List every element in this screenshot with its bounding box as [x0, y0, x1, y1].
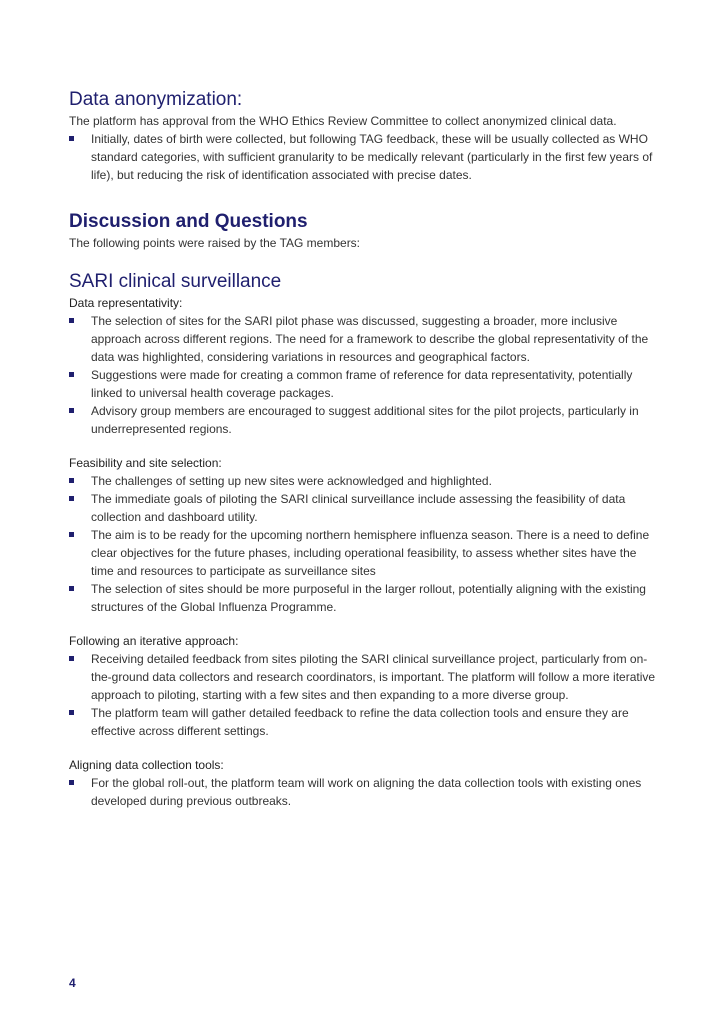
- square-bullet-icon: [69, 136, 74, 141]
- discussion-heading: Discussion and Questions: [69, 211, 308, 232]
- list-item: The challenges of setting up new sites were acknowledged and highlighted.: [69, 472, 659, 490]
- square-bullet-icon: [69, 496, 74, 501]
- data-representativity-label: Data representativity:: [69, 296, 183, 310]
- iterative-approach-label: Following an iterative approach:: [69, 634, 239, 648]
- list-item: The immediate goals of piloting the SARI clinical surveillance include assessing the feasibility of data collection and dashboard utility.: [69, 490, 659, 526]
- list-item: The aim is to be ready for the upcoming northern hemisphere influenza season. There is a need to define clear objectives for the future phases, including operational feasibility, to assess whether sites have the time and resources to participate as surveillance sites: [69, 526, 659, 580]
- aligning-tools-list: [69, 774, 659, 810]
- list-item: Advisory group members are encouraged to suggest additional sites for the pilot projects, particularly in underrepresented regions.: [69, 402, 659, 438]
- list-item: The selection of sites for the SARI pilot phase was discussed, suggesting a broader, more inclusive approach across different regions. The need for a framework to describe the global representativity of the data was highlighted, considering variations in resources and geographical factors.: [69, 312, 659, 366]
- sari-heading: SARI clinical surveillance: [69, 271, 282, 292]
- document-page: [69, 88, 659, 810]
- iterative-approach-list: [69, 650, 659, 740]
- square-bullet-icon: [69, 780, 74, 785]
- square-bullet-icon: [69, 710, 74, 715]
- list-item: Initially, dates of birth were collected, but following TAG feedback, these will be usually collected as WHO standard categories, with sufficient granularity to be medically relevant (particularly in the first few years of life), but reducing the risk of identification associated with precise dates.: [69, 130, 659, 184]
- feasibility-label: Feasibility and site selection:: [69, 456, 222, 470]
- data-anonymization-heading: Data anonymization:: [69, 89, 243, 110]
- feasibility-list: [69, 472, 659, 616]
- square-bullet-icon: [69, 408, 74, 413]
- aligning-tools-label: Aligning data collection tools:: [69, 758, 224, 772]
- list-item: The platform team will gather detailed feedback to refine the data collection tools and ensure they are effective across different settings.: [69, 704, 659, 740]
- list-item: Receiving detailed feedback from sites piloting the SARI clinical surveillance project, particularly from on-the-ground data collectors and research coordinators, is important. The platform will follow a more iterative approach to piloting, starting with a few sites and then expanding to a more diverse group.: [69, 650, 659, 704]
- list-item: Suggestions were made for creating a common frame of reference for data representativity, potentially linked to universal health coverage packages.: [69, 366, 659, 402]
- square-bullet-icon: [69, 586, 74, 591]
- square-bullet-icon: [69, 478, 74, 483]
- data-anonymization-intro: The platform has approval from the WHO Ethics Review Committee to collect anonymized clinical data.: [69, 114, 617, 128]
- discussion-intro: The following points were raised by the TAG members:: [69, 236, 361, 250]
- data-representativity-list: [69, 312, 659, 438]
- data-anonymization-list: [69, 130, 659, 184]
- page-number: 4: [69, 976, 76, 990]
- list-item: For the global roll-out, the platform team will work on aligning the data collection tools with existing ones developed during previous outbreaks.: [69, 774, 659, 810]
- square-bullet-icon: [69, 532, 74, 537]
- square-bullet-icon: [69, 372, 74, 377]
- square-bullet-icon: [69, 656, 74, 661]
- square-bullet-icon: [69, 318, 74, 323]
- list-item: The selection of sites should be more purposeful in the larger rollout, potentially aligning with the existing structures of the Global Influenza Programme.: [69, 580, 659, 616]
